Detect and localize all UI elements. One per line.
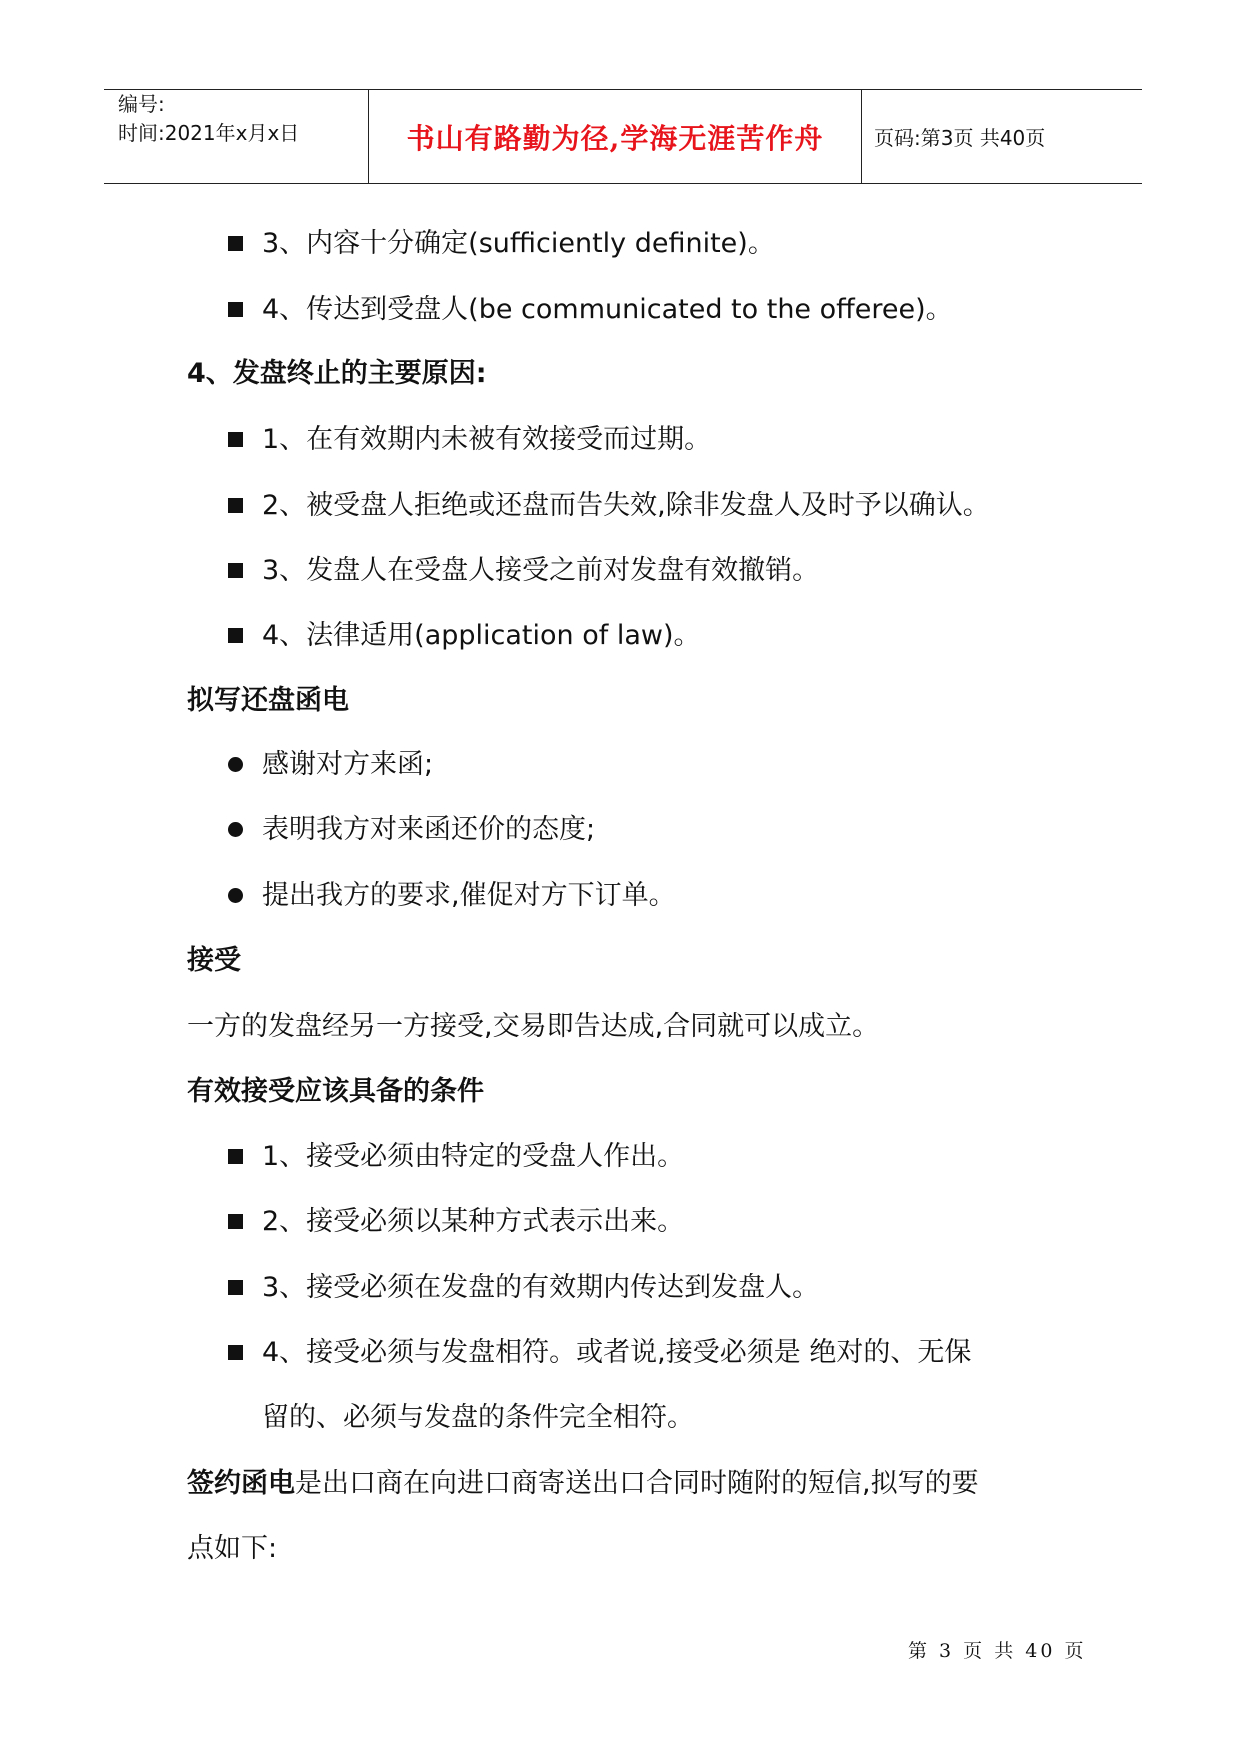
square-bullet-icon: [228, 432, 243, 447]
document-number-label: 编号:: [118, 92, 165, 116]
list-item: 提出我方的要求,催促对方下订单。: [262, 880, 676, 911]
square-bullet-icon: [228, 563, 243, 578]
header-motto: 书山有路勤为径,学海无涯苦作舟: [369, 90, 862, 183]
list-item: 4、接受必须与发盘相符。或者说,接受必须是 绝对的、无保: [262, 1337, 972, 1368]
section-heading: 拟写还盘函电: [187, 685, 349, 716]
list-item: 1、接受必须由特定的受盘人作出。: [262, 1141, 685, 1172]
square-bullet-icon: [228, 628, 243, 643]
square-bullet-icon: [228, 1280, 243, 1295]
section-heading: 4、发盘终止的主要原因:: [187, 358, 487, 389]
list-item: 3、发盘人在受盘人接受之前对发盘有效撤销。: [262, 555, 820, 586]
header-page-info: 页码:第3页 共40页: [874, 126, 1046, 150]
paragraph-continuation: 点如下:: [187, 1533, 278, 1564]
paragraph: [187, 1466, 979, 1502]
list-item: 4、法律适用(application of law)。: [262, 620, 701, 651]
section-heading: 接受: [187, 945, 241, 976]
page-header: [104, 89, 1142, 184]
square-bullet-icon: [228, 1345, 243, 1360]
list-item: 3、内容十分确定(sufficiently definite)。: [262, 228, 775, 259]
square-bullet-icon: [228, 498, 243, 513]
list-item: 表明我方对来函还价的态度;: [262, 814, 596, 845]
square-bullet-icon: [228, 1214, 243, 1229]
list-item: 3、接受必须在发盘的有效期内传达到发盘人。: [262, 1272, 820, 1303]
round-bullet-icon: [228, 822, 243, 837]
list-item: 1、在有效期内未被有效接受而过期。: [262, 424, 712, 455]
list-item: 2、接受必须以某种方式表示出来。: [262, 1206, 685, 1237]
round-bullet-icon: [228, 888, 243, 903]
round-bullet-icon: [228, 757, 243, 772]
header-meta-cell: [104, 90, 369, 183]
document-time-label: 时间:2021年x月x日: [118, 121, 300, 145]
list-item: 4、传达到受盘人(be communicated to the offeree)。: [262, 294, 953, 325]
paragraph-text: 是出口商在向进口商寄送出口合同时随附的短信,拟写的要: [295, 1468, 979, 1499]
list-item: 感谢对方来函;: [262, 749, 434, 780]
list-item: 2、被受盘人拒绝或还盘而告失效,除非发盘人及时予以确认。: [262, 490, 990, 521]
square-bullet-icon: [228, 236, 243, 251]
square-bullet-icon: [228, 1149, 243, 1164]
bold-term: 签约函电: [187, 1468, 295, 1499]
list-item-continuation: 留的、必须与发盘的条件完全相符。: [262, 1402, 694, 1433]
square-bullet-icon: [228, 302, 243, 317]
page-footer: 第 3 页 共 40 页: [908, 1640, 1087, 1662]
paragraph: 一方的发盘经另一方接受,交易即告达成,合同就可以成立。: [187, 1011, 880, 1042]
section-heading: 有效接受应该具备的条件: [187, 1076, 484, 1107]
